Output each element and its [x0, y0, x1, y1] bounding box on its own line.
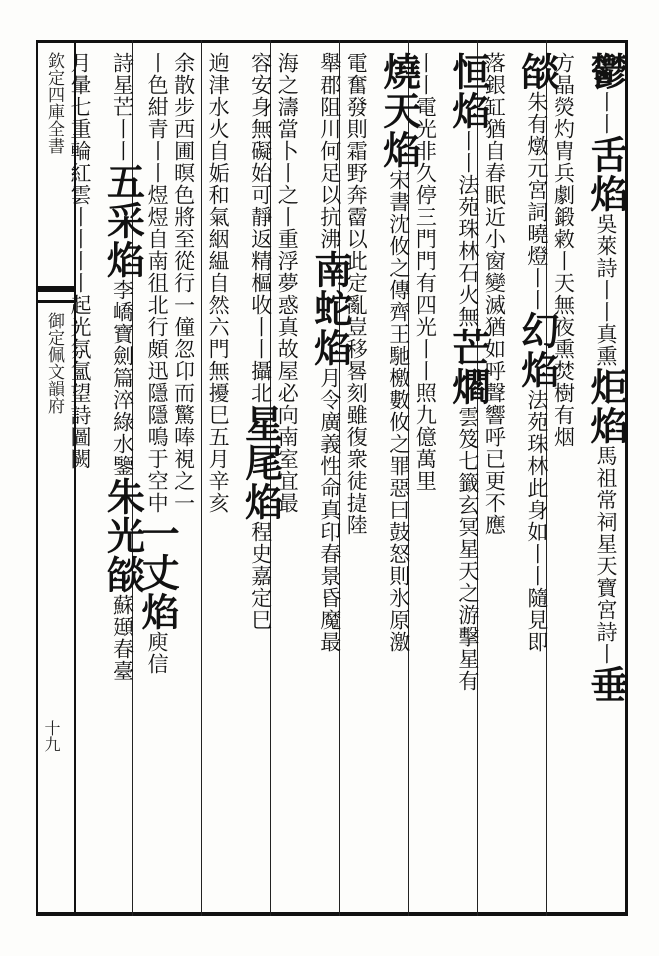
- text-column: [68, 52, 91, 902]
- headword: 朱光燄: [100, 477, 146, 594]
- annotation-text: 法苑珠林此身如丨丨隨見即: [524, 389, 549, 653]
- annotation-text: 月暈七重輪: [68, 52, 92, 162]
- annotation-text: 月令廣義性命真印春景昏魔最: [317, 367, 342, 653]
- annotation-text: 宋書沈攸之傳齊王馳檄數攸之罪惡曰鼓怒則氷原激: [386, 169, 411, 653]
- annotation-text: 丨丨: [594, 91, 618, 135]
- column-divider: [201, 40, 202, 916]
- frame-top-border: [36, 40, 628, 43]
- annotation-text: 容安身無礙始可靜返精樞收丨丨攝北: [248, 52, 273, 404]
- text-column: [238, 52, 284, 902]
- headword: 燒天焰: [376, 52, 422, 169]
- headword: 星尾焰: [238, 404, 284, 521]
- annotation-text: 電奮發則霜野奔霤以此定亂豈移晷刻雖復衆徒㨗陸: [344, 52, 369, 536]
- annotation-text: 灼胄兵劇鍛敹: [551, 118, 576, 250]
- annotation-text: 蘇頲春臺: [110, 594, 135, 682]
- annotation-text: 重浮夢惑真故屋必向南室宜最: [275, 228, 300, 514]
- headword: 五采焰: [100, 162, 146, 279]
- annotation-text: 庾信: [145, 631, 170, 675]
- headword: 垂: [584, 665, 629, 704]
- annotation-text: 海之濤當卜丨之丨: [275, 52, 300, 228]
- annotation-text: 詩星芒丨丨: [110, 52, 135, 162]
- annotation-text: 丨天無夜熏焚樹有烟: [551, 250, 576, 448]
- annotation-text: 丨丨: [455, 130, 480, 174]
- text-column: [445, 52, 491, 902]
- annotation-text: 法苑珠林石火無: [455, 174, 480, 328]
- annotation-text: 丨丨電光非久停: [413, 52, 438, 206]
- text-column: [514, 52, 560, 902]
- annotation-text: 望詩圖闕: [68, 382, 92, 470]
- annotation-text: 方晶熒: [551, 52, 576, 118]
- annotation-text: 丨色紺青丨丨煜煜自南徂北行頗迅隱隱鳴于空中: [145, 52, 170, 514]
- annotation-text: 舉郡阻川何足以抗沸: [317, 52, 342, 250]
- headword: 炬焰: [584, 367, 629, 445]
- annotation-text: 余散步西圃暝色將至從行一僮忽卬而驚唪視之一: [171, 52, 196, 514]
- frame-bottom-border: [36, 912, 628, 916]
- annotation-text: 雲笈七籤玄冥星天之游擊星有: [455, 406, 480, 692]
- text-column: [584, 52, 629, 902]
- headword: 南蛇焰: [307, 250, 353, 367]
- annotation-text: 馬祖常祠星天寶宮詩丨: [594, 445, 618, 665]
- annotation-text: 李嶠寶劍篇淬綠水鑒: [110, 279, 135, 477]
- headword: 燄: [514, 52, 560, 91]
- annotation-text: 變滅猶如呼聲響呼已更不應: [482, 272, 507, 536]
- annotation-text: 程史嘉定巳: [248, 521, 273, 631]
- gutter-left-line: [36, 40, 38, 916]
- annotation-text: 吳萊詩丨丨真熏: [594, 213, 618, 367]
- headword: 舌焰: [584, 135, 629, 213]
- page-number: 十九: [42, 720, 61, 752]
- headword: 一丈焰: [135, 514, 181, 631]
- gutter-collection-title: 欽定四庫全書: [44, 52, 64, 154]
- text-column: [206, 52, 229, 902]
- headword: 恒焰: [445, 52, 491, 130]
- text-column: [307, 52, 353, 902]
- text-column: [100, 52, 146, 902]
- headword: 幻焰: [514, 311, 560, 389]
- text-column: [376, 52, 422, 902]
- annotation-text: 紅雲丨丨丨丨起光氛氳: [68, 162, 92, 382]
- annotation-text: 三門門有四光丨丨照九億萬里: [413, 206, 438, 492]
- gutter-book-title: 御定佩文韻府: [44, 312, 64, 414]
- headword: 鬱: [584, 52, 629, 91]
- annotation-text: 逈津水火自姤和氣絪緼自然六門無擾: [206, 52, 231, 404]
- headword: 芒爓: [445, 328, 491, 406]
- annotation-text: 朱有燉元宮詞曉燈丨丨: [524, 91, 549, 311]
- annotation-text: 落銀缸猶自春眠近小窗: [482, 52, 507, 272]
- annotation-text: 巳五月辛亥: [206, 404, 231, 514]
